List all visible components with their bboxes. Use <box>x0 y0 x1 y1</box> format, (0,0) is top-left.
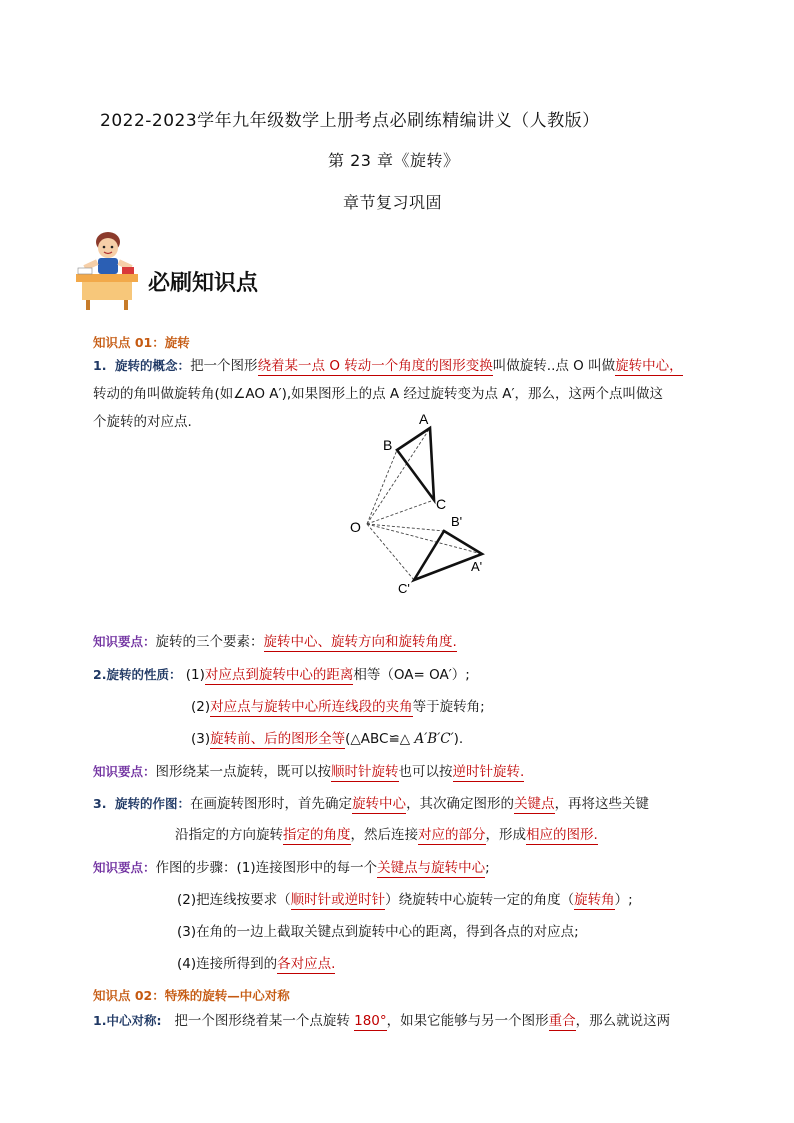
rotation-figure <box>340 405 500 600</box>
section-title: 章节复习巩固 <box>343 193 443 212</box>
text: A′B′C′ <box>414 731 454 747</box>
triangle-abc <box>397 428 434 500</box>
text: (△ABC≌△ <box>345 731 415 747</box>
answer-underline: 对应点与旋转中心所连线段的夹角 <box>210 699 413 715</box>
key-point-elements <box>93 633 457 651</box>
text: 在画旋转图形时，首先确定 <box>190 796 353 812</box>
key-point-label: 知识要点： <box>93 634 156 649</box>
label-a: A <box>419 411 429 427</box>
text: ，再将这些关键 <box>554 796 650 812</box>
banner-title: 必刷知识点 <box>148 270 259 296</box>
answer-underline: 关键点与旋转中心 <box>377 860 486 876</box>
rotation-concept-line-1 <box>93 357 683 375</box>
answer-underline: 关键点 <box>514 796 555 812</box>
text: (4)连接所得到的 <box>177 956 278 972</box>
rotation-concept-line-3: 个旋转的对应点. <box>93 414 192 430</box>
text: 沿指定的方向旋转 <box>175 827 283 843</box>
text: ，其次确定图形的 <box>406 796 515 812</box>
dash-line-ob <box>367 450 397 524</box>
text: (1) <box>185 667 205 683</box>
student-cartoon-icon <box>72 228 142 312</box>
rotation-drawing-label: 旋转的作图： <box>115 796 191 811</box>
document-title: 2022-2023学年九年级数学上册考点必刷练精编讲义（人教版） <box>100 111 600 131</box>
dash-line-ob2 <box>367 524 444 531</box>
key-point-steps-3: (3)在角的一边上截取关键点到旋转中心的距离，得到各点的对应点; <box>177 924 579 940</box>
key-point-steps-4 <box>177 955 335 973</box>
text: ，那么就说这两 <box>575 1013 671 1029</box>
label-b-prime: B' <box>451 514 463 529</box>
text: ). <box>453 731 464 747</box>
label-a-prime: A' <box>471 559 483 574</box>
text: 旋转的三个要素： <box>155 634 264 650</box>
rotation-properties-line-1 <box>93 666 470 684</box>
key-point-label: 知识要点： <box>93 764 156 779</box>
answer-underline: 重合 <box>548 1013 576 1029</box>
dash-line-oa2 <box>367 524 482 554</box>
answer-underline: 旋转中心， <box>615 358 683 374</box>
rotation-properties-line-3 <box>191 730 463 748</box>
key-point-steps-2 <box>177 891 633 909</box>
answer-underline: 旋转中心、旋转方向和旋转角度. <box>263 634 457 650</box>
answer-underline: 旋转角 <box>574 892 615 908</box>
dash-line-oc <box>367 500 434 524</box>
answer-underline: 相应的图形. <box>526 827 598 843</box>
text: ; <box>485 860 490 876</box>
text: ）绕旋转中心旋转一定的角度（ <box>385 892 575 908</box>
answer-underline: 对应的部分 <box>418 827 486 843</box>
knowledge-point-2-heading: 知识点 02：特殊的旋转—中心对称 <box>93 988 290 1003</box>
rotation-concept-label: 旋转的概念： <box>115 358 191 373</box>
central-symmetry-line-1 <box>93 1012 670 1030</box>
text: 把一个图形 <box>190 358 258 374</box>
answer-underline: 逆时针旋转. <box>452 764 525 780</box>
key-point-steps-1 <box>93 859 490 877</box>
knowledge-point-1-heading: 知识点 01：旋转 <box>93 335 190 350</box>
answer-underline: 绕着某一点 O 转动一个角度的图形变换 <box>257 358 493 374</box>
answer-underline: 各对应点. <box>277 956 336 972</box>
rotation-drawing-line-1 <box>93 795 649 813</box>
dash-line-oa <box>367 428 430 524</box>
label-c-prime: C' <box>398 581 410 596</box>
text: (3) <box>191 731 211 747</box>
rotation-concept-line-2: 转动的角叫做旋转角(如∠AO A′),如果图形上的点 A 经过旋转变为点 A′，那么，这两个点叫做这 <box>93 386 664 402</box>
text: (2)把连线按要求（ <box>177 892 291 908</box>
item-number: 1. <box>93 358 107 373</box>
text: 作图的步骤：(1)连接图形中的每一个 <box>155 860 378 876</box>
text: 叫做旋转..点 O 叫做 <box>492 358 616 374</box>
answer-underline: 180° <box>354 1013 387 1029</box>
text: ，如果它能够与另一个图形 <box>386 1013 549 1029</box>
label-c: C <box>436 496 447 512</box>
text: ，形成 <box>485 827 526 843</box>
text: 把一个图形绕着某一个点旋转 <box>174 1013 355 1029</box>
dash-line-oc2 <box>367 524 414 580</box>
answer-underline: 指定的角度 <box>283 827 351 843</box>
answer-underline: 对应点到旋转中心的距离 <box>204 667 354 683</box>
item-number: 3. <box>93 796 107 811</box>
text: ，然后连接 <box>350 827 418 843</box>
answer-underline: 旋转中心 <box>352 796 407 812</box>
text: ）; <box>614 892 633 908</box>
text: 相等（OA= OA′）; <box>353 667 470 683</box>
rotation-drawing-line-2 <box>175 826 598 844</box>
chapter-title: 第 23 章《旋转》 <box>328 151 460 170</box>
text: (2) <box>191 699 211 715</box>
rotation-properties-line-2 <box>191 698 485 716</box>
answer-underline: 旋转前、后的图形全等 <box>210 731 346 747</box>
rotation-properties-label: 2.旋转的性质： <box>93 667 182 682</box>
answer-underline: 顺时针旋转 <box>331 764 399 780</box>
label-o: O <box>350 519 361 535</box>
central-symmetry-label: 1.中心对称: <box>93 1013 162 1028</box>
label-b: B <box>383 437 393 453</box>
text: 图形绕某一点旋转，既可以按 <box>155 764 332 780</box>
answer-underline: 顺时针或逆时针 <box>290 892 386 908</box>
key-point-label: 知识要点： <box>93 860 156 875</box>
key-point-direction <box>93 763 524 781</box>
text: 等于旋转角; <box>412 699 485 715</box>
text: 也可以按 <box>398 764 453 780</box>
